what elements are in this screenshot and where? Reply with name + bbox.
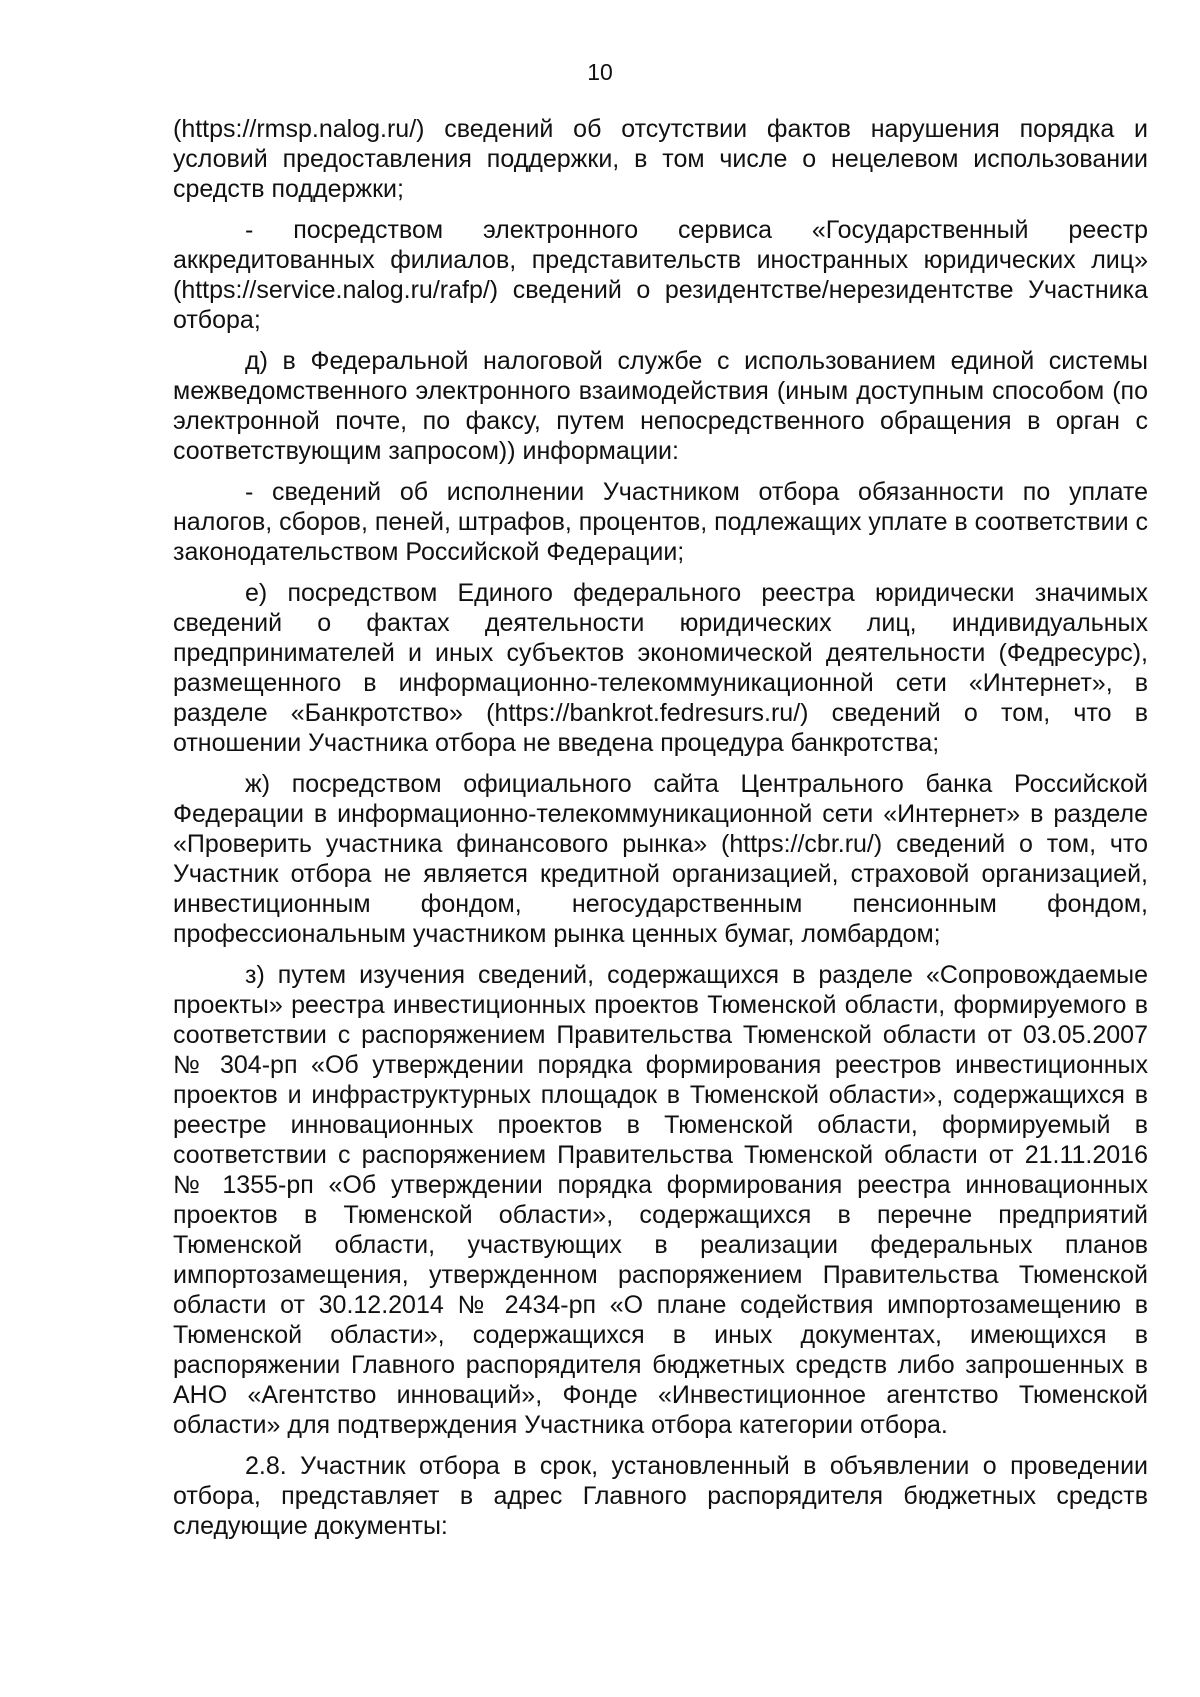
paragraph-tax-obligations: - сведений об исполнении Участником отбора обязанности по уплате налогов, сборов, пеней, штрафов, процентов, подлежащих уплате в соответствии с законодательством Российской Федерации; (173, 478, 1148, 566)
paragraph-z-project-registers: з) путем изучения сведений, содержащихся в разделе «Сопровождаемые проекты» реестра инвестиционных проектов Тюменской области, формируемого в соответствии с распоряжением Правительства Тюменской области от 03.05.2007 № 304-рп «Об утверждении порядка формирования реестров инвестиционных проектов и инфраструктурных площадок в Тюменской области», содержащихся в реестре инновационных проектов в Тюменской области, формируемый в соответствии с распоряжением Правительства Тюменской области от 21.11.2016 № 1355-рп «Об утверждении порядка формирования реестра инновационных проектов в Тюменской области», содержащихся в перечне предприятий Тюменской области, участвующих в реализации федеральных планов импортозамещения, утвержденном распоряжением Правительства Тюменской области от 30.12.2014 № 2434-рп «О плане содействия импортозамещению в Тюменской области», содержащихся в иных документах, имеющихся в распоряжении Главного распорядителя бюджетных средств либо запрошенных в АНО «Агентство инноваций», Фонде «Инвестиционное агентство Тюменской области» для подтверждения Участника отбора категории отбора. (173, 961, 1148, 1439)
paragraph-zh-central-bank: ж) посредством официального сайта Центрального банка Российской Федерации в информационно-телекоммуникационной сети «Интернет» в разделе «Проверить участника финансового рынка» (https://cbr.ru/) сведений о том, что Участник отбора не является кредитной организацией, страховой организацией, инвестиционным фондом, негосударственным пенсионным фондом, профессиональным участником рынка ценных бумаг, ломбардом; (173, 770, 1148, 948)
document-body (173, 114, 1148, 1552)
paragraph-rafp-service: - посредством электронного сервиса «Государственный реестр аккредитованных филиалов, представительств иностранных юридических лиц» (https://service.nalog.ru/rafp/) сведений о резидентстве/нерезидентстве Участника отбора; (173, 216, 1148, 334)
page-number: 10 (587, 59, 613, 85)
paragraph-rmsp-continuation: (https://rmsp.nalog.ru/) сведений об отсутствии фактов нарушения порядка и условий предоставления поддержки, в том числе о нецелевом использовании средств поддержки; (173, 115, 1148, 203)
paragraph-d-fns: д) в Федеральной налоговой службе с использованием единой системы межведомственного электронного взаимодействия (иным доступным способом (по электронной почте, по факсу, путем непосредственного обращения в орган с соответствующим запросом)) информации: (173, 347, 1148, 465)
paragraph-2-8-documents: 2.8. Участник отбора в срок, установленный в объявлении о проведении отбора, представляет в адрес Главного распорядителя бюджетных средств следующие документы: (173, 1452, 1148, 1540)
paragraph-e-fedresurs: е) посредством Единого федерального реестра юридически значимых сведений о фактах деятельности юридических лиц, индивидуальных предпринимателей и иных субъектов экономической деятельности (Федресурс), размещенного в информационно-телекоммуникационной сети «Интернет», в разделе «Банкротство» (https://bankrot.fedresurs.ru/) сведений о том, что в отношении Участника отбора не введена процедура банкротства; (173, 579, 1148, 757)
